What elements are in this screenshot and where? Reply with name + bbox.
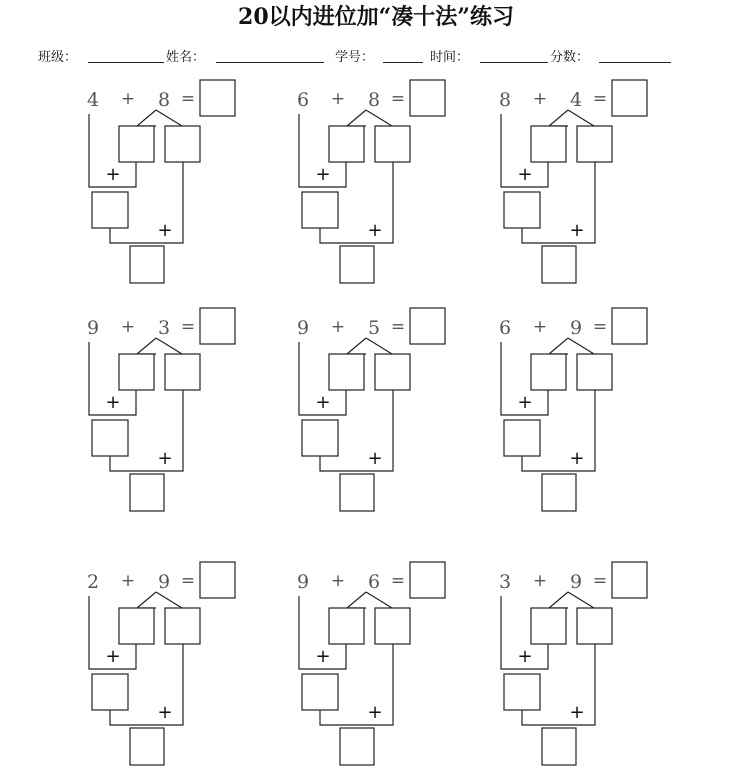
split-box-right[interactable]	[165, 608, 200, 644]
split-box-left[interactable]	[329, 354, 364, 390]
addend-a: 9	[86, 317, 100, 339]
split-box-left[interactable]	[119, 354, 154, 390]
addend-b: 9	[569, 317, 583, 339]
connector-line	[366, 110, 392, 126]
addend-a: 9	[296, 317, 310, 339]
answer-box[interactable]	[410, 562, 445, 598]
split-box-right[interactable]	[577, 608, 612, 644]
equals-sign: =	[390, 89, 406, 109]
addend-a: 9	[296, 571, 310, 593]
name-label: 姓名：	[166, 50, 206, 65]
split-box-right[interactable]	[577, 126, 612, 162]
addend-a: 3	[498, 571, 512, 593]
result-box[interactable]	[542, 728, 576, 765]
answer-box[interactable]	[200, 562, 235, 598]
answer-box[interactable]	[612, 562, 647, 598]
connector-line	[568, 338, 594, 354]
equals-sign: =	[390, 317, 406, 337]
plus-sign: +	[157, 220, 173, 241]
plus-sign: +	[105, 646, 121, 667]
equals-sign: =	[592, 89, 608, 109]
class-label: 班级：	[38, 50, 78, 65]
problem-5	[297, 308, 445, 511]
addend-a: 4	[86, 89, 100, 111]
split-box-right[interactable]	[375, 608, 410, 644]
plus-sign: +	[367, 220, 383, 241]
ten-box[interactable]	[92, 420, 128, 456]
split-box-right[interactable]	[375, 126, 410, 162]
connector-line	[137, 110, 156, 126]
equals-sign: =	[390, 571, 406, 591]
addend-b: 9	[569, 571, 583, 593]
answer-box[interactable]	[612, 308, 647, 344]
plus-sign: +	[315, 646, 331, 667]
plus-sign: +	[569, 702, 585, 723]
plus-sign: +	[367, 448, 383, 469]
connector-line	[568, 110, 594, 126]
ten-box[interactable]	[302, 674, 338, 710]
student-id-label: 学号：	[335, 50, 375, 65]
addend-b: 8	[157, 89, 171, 111]
worksheet-title: 20以内进位加“凑十法”练习	[238, 4, 514, 30]
ten-box[interactable]	[302, 420, 338, 456]
addend-a: 2	[86, 571, 100, 593]
equals-sign: =	[180, 571, 196, 591]
problem-9	[499, 562, 647, 765]
problem-7	[87, 562, 235, 765]
equals-sign: =	[180, 89, 196, 109]
plus-sign: +	[569, 220, 585, 241]
connector-line	[568, 592, 594, 608]
result-box[interactable]	[130, 246, 164, 283]
result-box[interactable]	[130, 474, 164, 511]
addend-a: 6	[498, 317, 512, 339]
score-label: 分数：	[550, 50, 590, 65]
problem-6	[499, 308, 647, 511]
connector-line	[347, 592, 366, 608]
split-box-left[interactable]	[531, 126, 566, 162]
plus-sign: +	[315, 392, 331, 413]
ten-box[interactable]	[92, 192, 128, 228]
addend-b: 4	[569, 89, 583, 111]
plus-sign: +	[120, 317, 136, 337]
addend-a: 6	[296, 89, 310, 111]
answer-box[interactable]	[200, 308, 235, 344]
plus-sign: +	[105, 164, 121, 185]
problem-2	[297, 80, 445, 283]
problem-8	[297, 562, 445, 765]
split-box-left[interactable]	[531, 608, 566, 644]
plus-sign: +	[517, 646, 533, 667]
plus-sign: +	[120, 571, 136, 591]
addend-b: 9	[157, 571, 171, 593]
connector-line	[156, 110, 182, 126]
ten-box[interactable]	[504, 192, 540, 228]
answer-box[interactable]	[410, 80, 445, 116]
connector-line	[137, 338, 156, 354]
plus-sign: +	[532, 571, 548, 591]
ten-box[interactable]	[92, 674, 128, 710]
result-box[interactable]	[340, 728, 374, 765]
plus-sign: +	[157, 702, 173, 723]
answer-box[interactable]	[410, 308, 445, 344]
connector-line	[156, 592, 182, 608]
connector-line	[549, 592, 568, 608]
equals-sign: =	[592, 317, 608, 337]
addend-b: 3	[157, 317, 171, 339]
plus-sign: +	[532, 89, 548, 109]
problem-1	[87, 80, 235, 283]
split-box-left[interactable]	[119, 126, 154, 162]
result-box[interactable]	[340, 246, 374, 283]
addend-b: 6	[367, 571, 381, 593]
problem-3	[499, 80, 647, 283]
equals-sign: =	[180, 317, 196, 337]
plus-sign: +	[105, 392, 121, 413]
connector-line	[347, 110, 366, 126]
ten-box[interactable]	[504, 674, 540, 710]
addend-a: 8	[498, 89, 512, 111]
plus-sign: +	[315, 164, 331, 185]
addend-b: 8	[367, 89, 381, 111]
connector-line	[549, 338, 568, 354]
plus-sign: +	[330, 571, 346, 591]
plus-sign: +	[330, 89, 346, 109]
plus-sign: +	[569, 448, 585, 469]
split-box-left[interactable]	[119, 608, 154, 644]
connector-line	[137, 592, 156, 608]
plus-sign: +	[532, 317, 548, 337]
plus-sign: +	[517, 164, 533, 185]
plus-sign: +	[367, 702, 383, 723]
problem-4	[87, 308, 235, 511]
plus-sign: +	[517, 392, 533, 413]
split-box-right[interactable]	[375, 354, 410, 390]
plus-sign: +	[157, 448, 173, 469]
result-box[interactable]	[542, 474, 576, 511]
result-box[interactable]	[130, 728, 164, 765]
ten-box[interactable]	[504, 420, 540, 456]
answer-box[interactable]	[612, 80, 647, 116]
split-box-right[interactable]	[165, 126, 200, 162]
split-box-right[interactable]	[165, 354, 200, 390]
connector-line	[366, 592, 392, 608]
split-box-left[interactable]	[531, 354, 566, 390]
connector-line	[366, 338, 392, 354]
connector-line	[347, 338, 366, 354]
result-box[interactable]	[542, 246, 576, 283]
result-box[interactable]	[340, 474, 374, 511]
ten-box[interactable]	[302, 192, 338, 228]
connector-line	[549, 110, 568, 126]
equals-sign: =	[592, 571, 608, 591]
plus-sign: +	[120, 89, 136, 109]
addend-b: 5	[367, 317, 381, 339]
split-box-left[interactable]	[329, 608, 364, 644]
answer-box[interactable]	[200, 80, 235, 116]
connector-line	[156, 338, 182, 354]
split-box-left[interactable]	[329, 126, 364, 162]
split-box-right[interactable]	[577, 354, 612, 390]
plus-sign: +	[330, 317, 346, 337]
time-label: 时间：	[430, 50, 470, 65]
